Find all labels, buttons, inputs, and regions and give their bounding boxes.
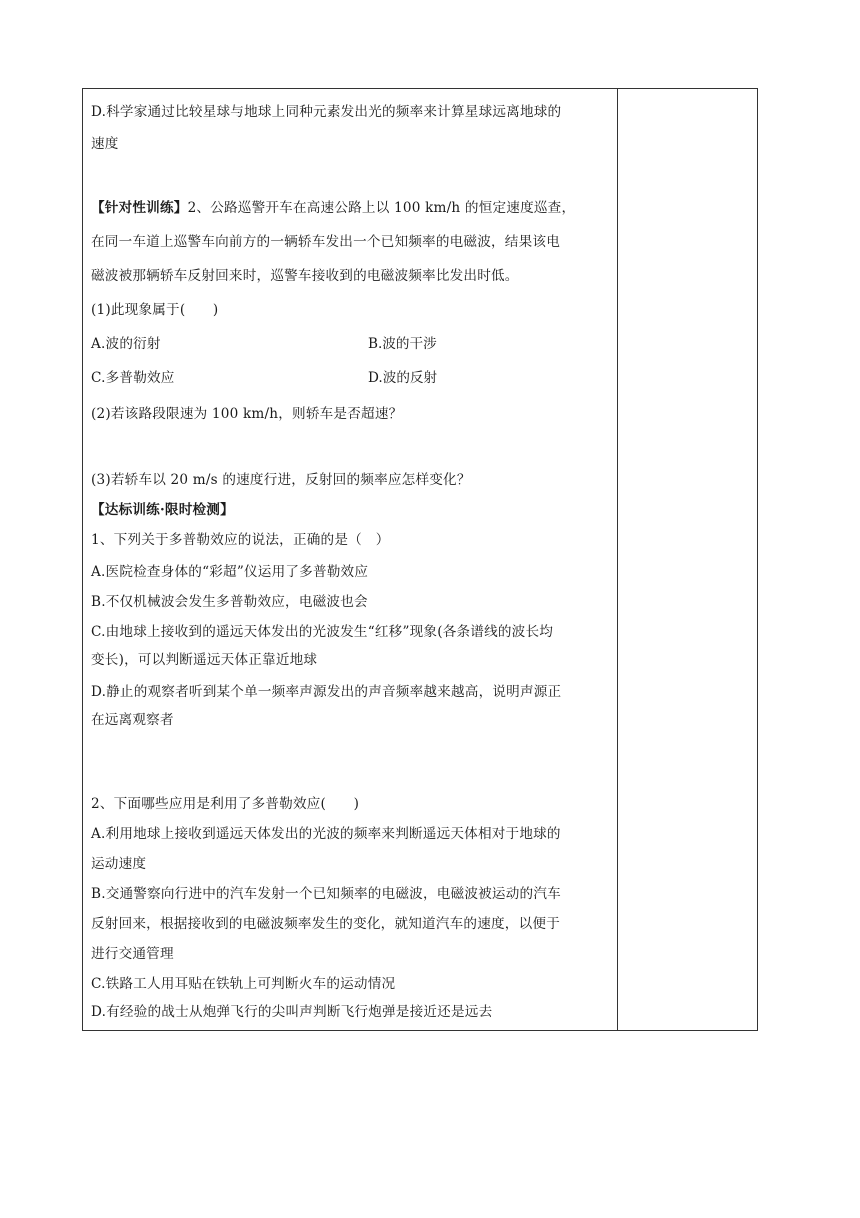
standard-q1-option-d-line1: D.静止的观察者听到某个单一频率声源发出的声音频率越来越高，说明声源正 bbox=[91, 684, 562, 700]
standard-q1-option-c-line2: 变长)，可以判断遥远天体正靠近地球 bbox=[91, 652, 318, 668]
standard-q2-option-b-line1: B.交通警察向行进中的汽车发射一个已知频率的电磁波，电磁波被运动的汽车 bbox=[91, 886, 561, 902]
standard-q2-option-c: C.铁路工人用耳贴在铁轨上可判断火车的运动情况 bbox=[91, 976, 396, 992]
targeted-training-intro-text: 2、公路巡警开车在高速公路上以 100 km/h 的恒定速度巡查， bbox=[187, 200, 576, 216]
targeted-q1-option-a: A.波的衍射 bbox=[91, 336, 161, 352]
targeted-q1-option-c: C.多普勒效应 bbox=[91, 370, 175, 386]
standard-q2-option-a-line1: A.利用地球上接收到遥远天体发出的光波的频率来判断遥远天体相对于地球的 bbox=[91, 826, 561, 842]
targeted-q1: (1)此现象属于( ) bbox=[91, 302, 219, 318]
content-table bbox=[82, 88, 758, 1031]
standard-q2-option-a-line2: 运动速度 bbox=[91, 856, 147, 872]
prev-option-d-line2: 速度 bbox=[91, 136, 119, 152]
standard-q2-option-d: D.有经验的战士从炮弹飞行的尖叫声判断飞行炮弹是接近还是远去 bbox=[91, 1004, 493, 1020]
targeted-training-intro-line1 bbox=[91, 199, 575, 217]
standard-q1-option-c-line1: C.由地球上接收到的遥远天体发出的光波发生“红移”现象(各条谱线的波长均 bbox=[91, 624, 554, 640]
standard-q1-option-a: A.医院检查身体的“彩超”仪运用了多普勒效应 bbox=[91, 564, 369, 580]
notes-column bbox=[618, 89, 757, 1030]
standard-q2-option-b-line3: 进行交通管理 bbox=[91, 946, 174, 962]
standard-q1-option-d-line2: 在远离观察者 bbox=[91, 712, 174, 728]
targeted-q3: (3)若轿车以 20 m/s 的速度行进，反射回的频率应怎样变化？ bbox=[91, 472, 471, 488]
targeted-training-intro-line3: 磁波被那辆轿车反射回来时，巡警车接收到的电磁波频率比发出时低。 bbox=[91, 268, 519, 284]
targeted-training-label: 【针对性训练】 bbox=[91, 200, 188, 216]
targeted-training-intro-line2: 在同一车道上巡警车向前方的一辆轿车发出一个已知频率的电磁波，结果该电 bbox=[91, 234, 560, 250]
standard-training-heading: 【达标训练·限时检测】 bbox=[91, 502, 234, 518]
standard-q1-stem: 1、下列关于多普勒效应的说法，正确的是（ ） bbox=[91, 532, 390, 548]
standard-q1-option-b: B.不仅机械波会发生多普勒效应，电磁波也会 bbox=[91, 594, 368, 610]
standard-q2-stem: 2、下面哪些应用是利用了多普勒效应( ) bbox=[91, 796, 360, 812]
prev-option-d-line1: D.科学家通过比较星球与地球上同种元素发出光的频率来计算星球远离地球的 bbox=[91, 104, 562, 120]
targeted-q1-option-d: D.波的反射 bbox=[368, 370, 438, 386]
standard-q2-option-b-line2: 反射回来，根据接收到的电磁波频率发生的变化，就知道汽车的速度，以便于 bbox=[91, 916, 560, 932]
targeted-q2: (2)若该路段限速为 100 km/h，则轿车是否超速？ bbox=[91, 406, 403, 422]
targeted-q1-option-b: B.波的干涉 bbox=[368, 336, 437, 352]
